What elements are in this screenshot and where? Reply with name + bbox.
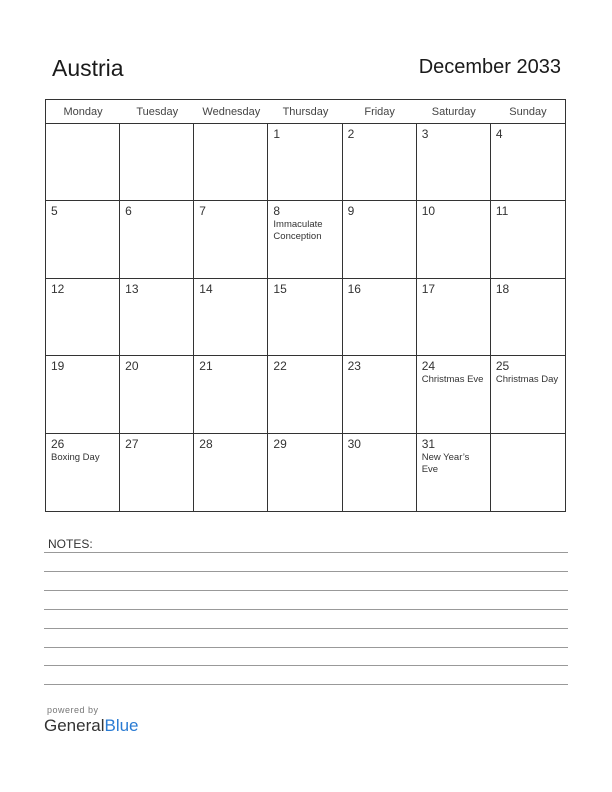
day-number: 24 (421, 359, 436, 374)
day-cell (268, 201, 342, 278)
day-number: 9 (347, 204, 355, 219)
day-number: 7 (199, 204, 206, 219)
day-number: 1 (273, 127, 281, 141)
calendar-grid (45, 99, 566, 512)
day-number: 16 (347, 281, 361, 296)
day-number: 23 (347, 359, 361, 374)
day-number: 20 (125, 359, 139, 374)
holiday-label: Boxing Day (51, 451, 100, 463)
day-number: 8 (273, 204, 281, 219)
day-number: 28 (199, 436, 213, 451)
month-year-title: December 2033 (418, 56, 561, 78)
day-cell (343, 356, 417, 433)
day-cell (491, 279, 565, 356)
day-cell (491, 201, 565, 278)
brand-name (44, 716, 139, 736)
day-number: 17 (421, 281, 436, 296)
day-number: 13 (125, 281, 139, 296)
day-cell (417, 124, 491, 201)
day-cell (46, 201, 120, 278)
day-number: 2 (347, 127, 355, 141)
day-cell (491, 434, 565, 511)
day-number: 4 (495, 127, 503, 141)
note-line (44, 590, 568, 591)
day-cell (417, 279, 491, 356)
note-line (44, 647, 568, 648)
day-cell (46, 124, 120, 201)
note-line (44, 571, 568, 572)
day-cell (491, 124, 565, 201)
day-number: 12 (51, 281, 65, 296)
day-number: 11 (495, 204, 509, 219)
weekday-thursday: Thursday (282, 106, 329, 118)
day-cell (46, 356, 120, 433)
day-cell (417, 356, 491, 433)
day-number: 29 (273, 436, 287, 451)
day-cell (268, 356, 342, 433)
weekday-tuesday: Tuesday (136, 106, 179, 118)
day-cell (194, 356, 268, 433)
generalblue-logo[interactable] (44, 705, 139, 736)
day-number: 15 (273, 281, 287, 296)
day-number: 19 (51, 359, 65, 374)
weeks-grid (46, 124, 565, 511)
day-cell (120, 124, 194, 201)
day-cell (46, 434, 120, 511)
day-number: 30 (347, 436, 361, 451)
powered-by-text: powered by (47, 705, 99, 715)
day-cell (46, 279, 120, 356)
day-cell (120, 201, 194, 278)
weekday-header-row (46, 100, 565, 124)
day-number: 6 (125, 204, 132, 219)
weekday-friday: Friday (364, 106, 395, 118)
day-number: 25 (495, 359, 510, 374)
day-number: 3 (421, 127, 429, 141)
note-line (44, 628, 568, 629)
brand-blue-text: Blue (104, 716, 139, 735)
day-cell (417, 434, 491, 511)
weekday-sunday: Sunday (509, 106, 547, 118)
day-cell (194, 279, 268, 356)
day-cell (268, 124, 342, 201)
notes-label: NOTES: (48, 537, 93, 551)
day-number: 27 (125, 436, 139, 451)
weekday-monday: Monday (63, 106, 103, 118)
day-number: 31 (421, 436, 436, 451)
weekday-wednesday: Wednesday (202, 106, 261, 118)
note-line (44, 665, 568, 666)
day-cell (120, 279, 194, 356)
day-cell (343, 201, 417, 278)
holiday-label: Christmas Day (495, 374, 559, 386)
brand-general-text: General (44, 716, 105, 735)
day-cell (343, 434, 417, 511)
day-cell (491, 356, 565, 433)
day-cell (194, 124, 268, 201)
day-cell (120, 356, 194, 433)
country-title: Austria (52, 55, 124, 81)
holiday-label: Immaculate Conception (273, 219, 323, 243)
day-number: 26 (51, 436, 65, 451)
day-cell (268, 434, 342, 511)
day-number: 18 (495, 281, 510, 296)
note-line (44, 609, 568, 610)
day-cell (194, 434, 268, 511)
day-cell (268, 279, 342, 356)
note-line (44, 552, 568, 553)
weekday-saturday: Saturday (431, 106, 476, 118)
day-cell (417, 201, 491, 278)
note-line (44, 684, 568, 685)
day-cell (343, 124, 417, 201)
holiday-label: Christmas Eve (421, 374, 484, 386)
day-number: 14 (199, 281, 213, 296)
day-number: 10 (421, 204, 436, 219)
day-cell (343, 279, 417, 356)
day-number: 22 (273, 359, 287, 374)
day-number: 5 (51, 204, 58, 219)
holiday-label: New Year’s Eve (421, 451, 470, 475)
day-cell (120, 434, 194, 511)
day-cell (194, 201, 268, 278)
day-number: 21 (199, 359, 213, 374)
